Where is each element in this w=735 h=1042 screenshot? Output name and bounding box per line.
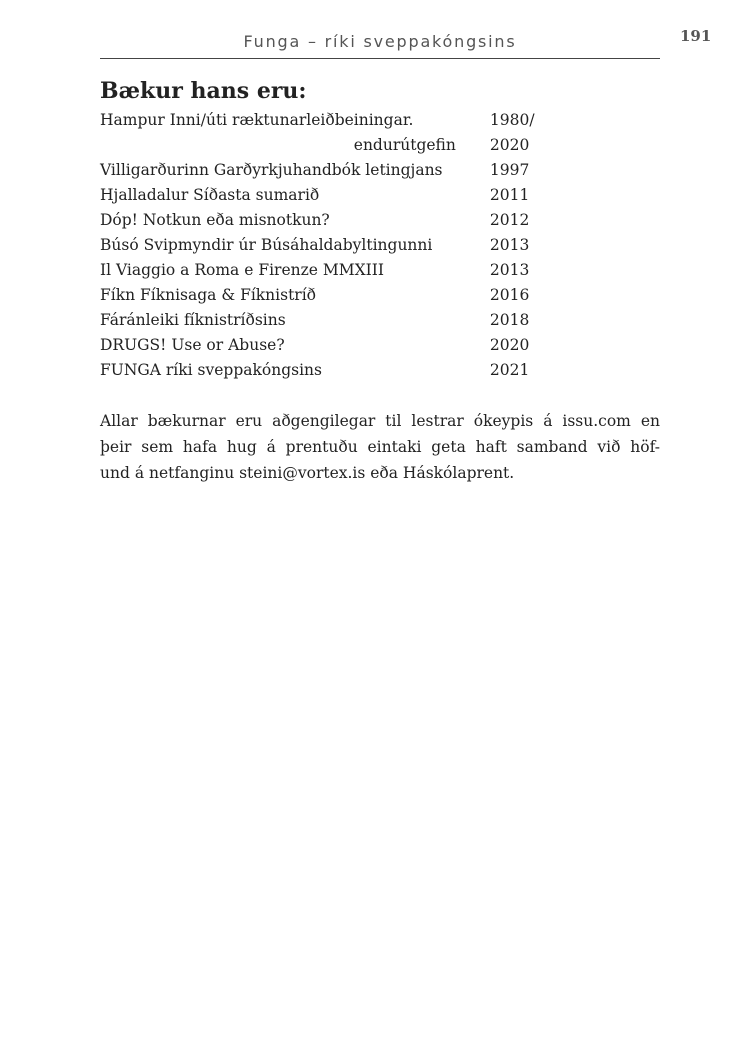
book-title: Hjalladalur Síðasta sumarið: [100, 186, 320, 204]
book-title: endurútgefin: [353, 136, 456, 154]
running-header: [100, 30, 660, 59]
running-title: Funga – ríki sveppakóngsins: [243, 32, 517, 51]
book-title: DRUGS! Use or Abuse?: [100, 336, 285, 354]
book-title: Fáránleiki fíknistríðsins: [100, 311, 286, 329]
section-heading: Bækur hans eru:: [100, 78, 307, 104]
book-year: 2021: [489, 361, 530, 379]
book-title: Il Viaggio a Roma e Firenze MMXIII: [100, 261, 385, 279]
book-title: Búsó Svipmyndir úr Búsáhaldabyltingunni: [100, 236, 433, 254]
paragraph-line: und á netfanginu steini@vortex.is eða Háskólaprent.: [100, 464, 515, 482]
availability-paragraph: [100, 408, 660, 486]
book-year: 1980/: [489, 111, 535, 129]
book-year: 2012: [489, 211, 530, 229]
book-year: 2016: [489, 286, 530, 304]
book-row: [100, 308, 560, 333]
book-row: [100, 133, 560, 158]
book-row: [100, 233, 560, 258]
book-row: [100, 258, 560, 283]
book-row: [100, 158, 560, 183]
book-row: [100, 283, 560, 308]
book-year: 2011: [489, 186, 530, 204]
book-title: Dóp! Notkun eða misnotkun?: [100, 211, 330, 229]
book-row: [100, 208, 560, 233]
book-title: Fíkn Fíknisaga & Fíknistríð: [100, 286, 316, 304]
paragraph-line: þeir sem hafa hug á prentuðu eintaki geta haft samband við höf-: [100, 438, 660, 456]
book-title: FUNGA ríki sveppakóngsins: [100, 361, 322, 379]
book-title: Villigarðurinn Garðyrkjuhandbók letingjans: [100, 161, 443, 179]
book-year: 2020: [489, 136, 530, 154]
book-year: 2013: [489, 261, 530, 279]
book-row: [100, 183, 560, 208]
book-list: [100, 108, 560, 383]
book-year: 1997: [489, 161, 530, 179]
book-year: 2013: [489, 236, 530, 254]
book-row: [100, 108, 560, 133]
book-title: Hampur Inni/úti ræktunarleiðbeiningar.: [100, 111, 414, 129]
paragraph-line: Allar bækurnar eru aðgengilegar til lestrar ókeypis á issu.com en: [100, 412, 660, 430]
book-year: 2018: [489, 311, 530, 329]
page-number: 191: [680, 27, 712, 45]
book-year: 2020: [489, 336, 530, 354]
book-row: [100, 358, 560, 383]
book-row: [100, 333, 560, 358]
